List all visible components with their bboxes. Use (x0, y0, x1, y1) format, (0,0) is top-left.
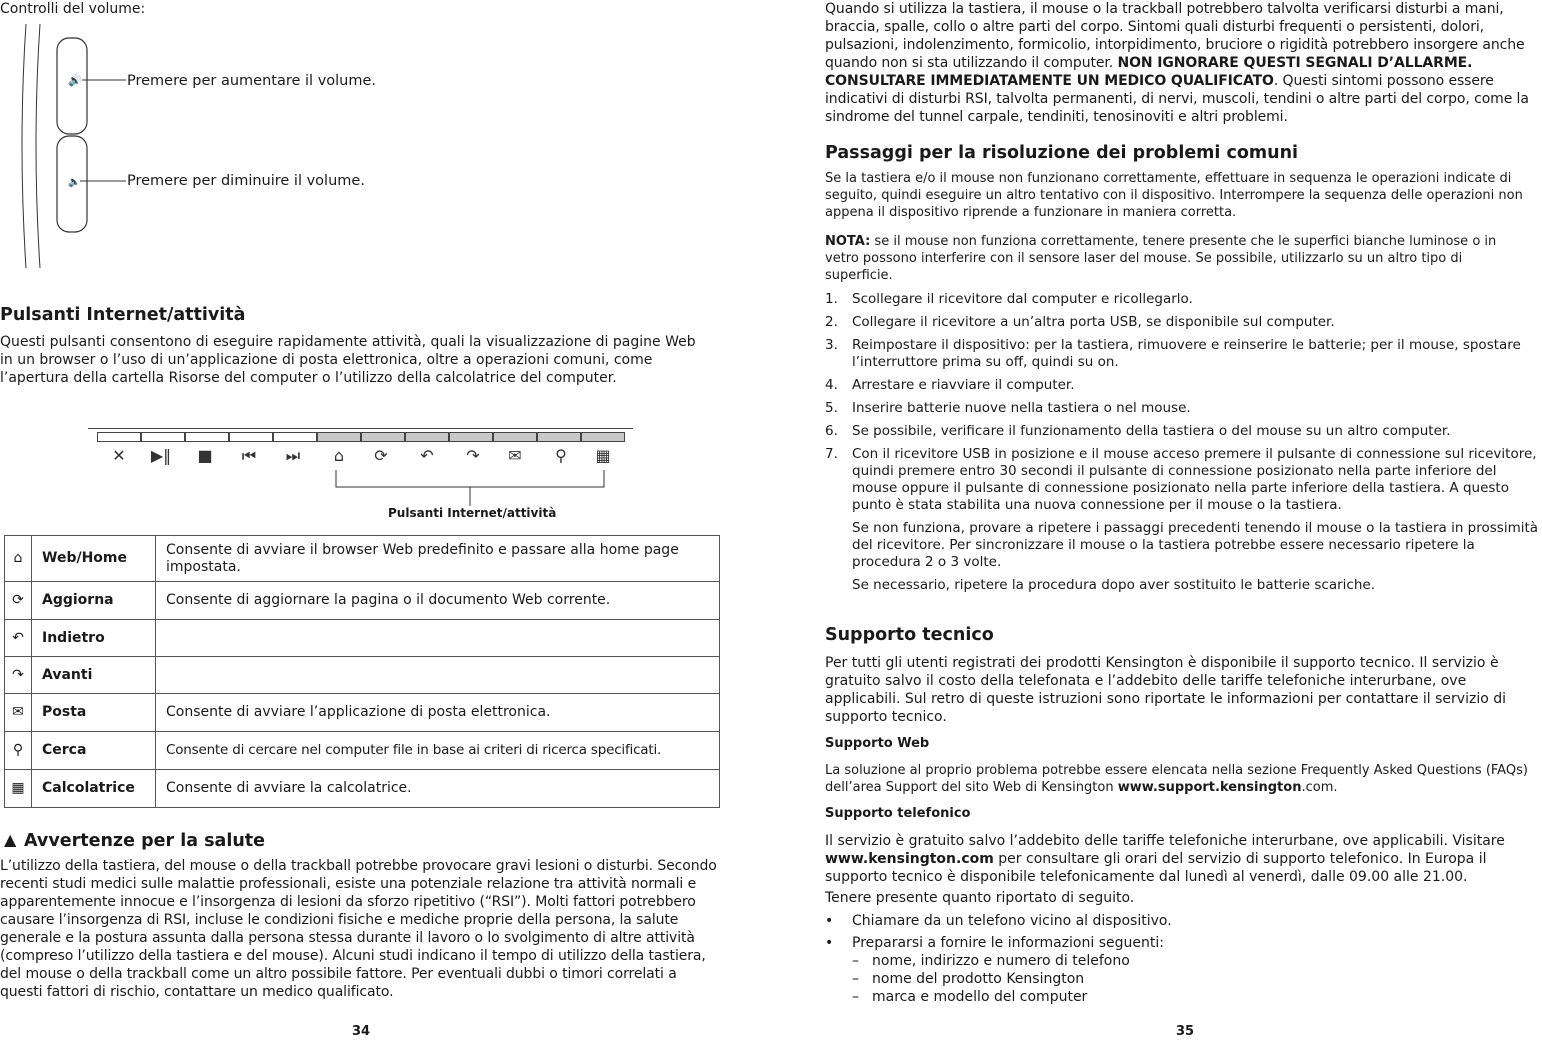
home-icon: ⌂ (5, 536, 32, 582)
rsi-intro-text-2: . Questi sintomi possono essere indicativi di disturbi RSI, talvolta permanenti, di nervi, muscoli, tendini o altre parti del corpo, come la sindrome del tunnel carpale, tendiniti, tenosinoviti e altri problemi. (825, 73, 1529, 125)
step-text: Scollegare il ricevitore dal computer e ricollegarlo. (852, 291, 1193, 307)
note (825, 233, 1505, 284)
bullet-text: Chiamare da un telefono vicino al dispositivo. (852, 913, 1172, 929)
web-support-text-2: .com. (1301, 780, 1338, 795)
phone-support-text-2: per consultare gli orari del servizio di supporto telefonico. In Europa il supporto tecnico è disponibile telefonicamente dal lunedì al venerdì, dalle 09.00 alle 21.00. (825, 851, 1487, 885)
web-support-text: La soluzione al proprio problema potrebbe essere elencata nella sezione Frequently Asked Questions (FAQs) dell’area Support del sito Web di Kensington (825, 763, 1528, 795)
bullet-list (825, 912, 1525, 1010)
step-text: Reimpostare il dispositivo: per la tastiera, rimuovere e reinserire le batterie; per il mouse, spostare l’interruttore prima su off, quindi su on. (852, 337, 1521, 370)
table-name: Indietro (32, 620, 156, 657)
list-item (825, 314, 1541, 331)
note-text: se il mouse non funziona correttamente, tenere presente che le superfici bianche luminose o in vetro possono interferire con il sensore laser del mouse. Se possibile, utilizzarlo su un altro tipo di superficie. (825, 234, 1497, 283)
volume-down-icon (68, 173, 82, 187)
step-number: 2. (825, 314, 838, 330)
phone-support-body (825, 832, 1525, 886)
bullet-text: Prepararsi a fornire le informazioni seguenti: (852, 935, 1164, 951)
mute-icon: ✕ (112, 446, 126, 465)
table-desc (156, 620, 720, 657)
forward-icon: ↷ (466, 446, 480, 465)
steps-list (825, 291, 1541, 600)
list-item (825, 423, 1541, 440)
step-text: Collegare il ricevitore a un’altra porta USB, se disponibile sul computer. (852, 314, 1335, 330)
next-track-icon: ⏭ (285, 446, 301, 465)
trouble-body: Se la tastiera e/o il mouse non funzionano correttamente, effettuare in sequenza le operazioni indicate di seguito, quindi eseguire un altro tentativo con il dispositivo. Interrompere la sequenza delle operazioni non appena il dispositivo riprende a funzionare in maniera corretta. (825, 171, 1523, 220)
refresh-icon: ⟳ (5, 582, 32, 620)
table-desc (156, 657, 720, 694)
support-link[interactable]: www.support.kensington (1117, 780, 1302, 795)
list-item (825, 446, 1541, 514)
refresh-icon: ⟳ (374, 446, 388, 465)
dash-item: – marca e modello del computer (852, 989, 1088, 1005)
support-title: Supporto tecnico (825, 625, 994, 645)
health-body: L’utilizzo della tastiera, del mouse o della trackball potrebbe provocare gravi lesioni o disturbi. Secondo recenti studi medici sulle malattie professionali, esiste una potenziale relazione tra attività normali e apparentemente innocue e l’insorgenza di lesioni da sforzo ripetitivo (“RSI”). Molti fattori potrebbero causare l’insorgenza di RSI, incluse le condizioni fisiche e mediche proprie della persona, la salute generale e la postura assunta dalla persona stessa durante il lavoro o lo svolgimento di altre attività (compreso l’utilizzo della tastiera e del mouse). Alcuni studi indicano il tempo di utilizzo della tastiera, del mouse o della trackball come un altro possibile fattore. Per eventuali dubbi o timori correlati a questi fattori di rischio, contattare un medico qualificato. (0, 858, 717, 1000)
calculator-icon: ▦ (595, 446, 611, 465)
keep-note: Tenere presente quanto riportato di seguito. (825, 890, 1135, 906)
table-row (5, 536, 720, 582)
step-text: Se possibile, verificare il funzionamento della tastiera o del mouse su un altro computer. (852, 423, 1451, 439)
table-name: Cerca (32, 732, 156, 770)
mail-icon: ✉ (5, 694, 32, 732)
step-number: 4. (825, 377, 838, 393)
step-number: 3. (825, 337, 838, 353)
home-icon: ⌂ (333, 446, 345, 465)
table-row (5, 582, 720, 620)
dash-text: nome del prodotto Kensington (872, 971, 1085, 987)
page-number-right: 35 (1176, 1024, 1195, 1039)
volume-up-icon (68, 72, 82, 86)
trouble-title: Passaggi per la risoluzione dei problemi comuni (825, 143, 1299, 163)
table-name: Aggiorna (32, 582, 156, 620)
svg-text:🔈: 🔈 (68, 177, 81, 188)
dash-text: marca e modello del computer (872, 989, 1088, 1005)
table-desc: Consente di aggiornare la pagina o il documento Web corrente. (156, 582, 720, 620)
previous-track-icon: ⏮ (241, 446, 257, 465)
volume-label: Controlli del volume: (0, 1, 146, 17)
table-name: Web/Home (32, 536, 156, 582)
step-text: Arrestare e riavviare il computer. (852, 377, 1075, 393)
dash-item: – nome del prodotto Kensington (852, 971, 1085, 987)
search-icon: ⚲ (555, 446, 567, 465)
table-name: Calcolatrice (32, 770, 156, 808)
rsi-warning: NON IGNORARE QUESTI SEGNALI D’ALLARME. CONSULTARE IMMEDIATAMENTE UN MEDICO QUALIFICATO (825, 55, 1473, 89)
table-row (5, 770, 720, 808)
step-number: 1. (825, 291, 838, 307)
step-text: Con il ricevitore USB in posizione e il mouse acceso premere il pulsante di connessione sul ricevitore, quindi premere entro 30 secondi il pulsante di connessione posizionato nella parte inferiore del mouse oppure il pulsante di connessione posizionato nella parte inferiore della tastiera. A questo punto è stata stabilita una nuova connessione per il mouse o la tastiera. (852, 446, 1537, 513)
diagram-caption: Pulsanti Internet/attività (388, 506, 557, 520)
table-name: Avanti (32, 657, 156, 694)
search-icon: ⚲ (5, 732, 32, 770)
dash-text: nome, indirizzo e numero di telefono (872, 953, 1130, 969)
list-item: • Chiamare da un telefono vicino al dispositivo. (825, 913, 1172, 929)
step7-extra-2: Se necessario, ripetere la procedura dopo aver sostituito le batterie scariche. (852, 577, 1375, 593)
step-text: Inserire batterie nuove nella tastiera o nel mouse. (852, 400, 1191, 416)
table-row (5, 620, 720, 657)
table-desc: Consente di avviare il browser Web predefinito e passare alla home page impostata. (156, 536, 720, 582)
table-desc: Consente di cercare nel computer file in base ai criteri di ricerca specificati. (156, 732, 720, 770)
step-number: 7. (825, 446, 838, 462)
phone-support-text: Il servizio è gratuito salvo l’addebito delle tariffe telefoniche interurbane, ove applicabili. Visitare (825, 833, 1505, 849)
step-number: 5. (825, 400, 838, 416)
list-item (825, 377, 1541, 394)
list-item (825, 337, 1541, 371)
back-icon: ↶ (5, 620, 32, 657)
svg-text:🔊: 🔊 (68, 74, 82, 87)
web-support-body (825, 762, 1541, 796)
warning-icon: ▲ (4, 830, 17, 849)
dash-item: – nome, indirizzo e numero di telefono (852, 953, 1130, 969)
step-number: 6. (825, 423, 838, 439)
phone-support-title: Supporto telefonico (825, 806, 971, 821)
step7-extra: Se non funziona, provare a ripetere i passaggi precedenti tenendo il mouse o la tastiera in prossimità del ricevitore. Per sincronizzare il mouse o la tastiera potrebbe essere necessario ripetere la procedura 2 o 3 volte. (852, 520, 1539, 570)
play-pause-icon: ▶‖ (150, 446, 172, 465)
table-desc: Consente di avviare l’applicazione di posta elettronica. (156, 694, 720, 732)
support-body: Per tutti gli utenti registrati dei prodotti Kensington è disponibile il supporto tecnico. Il servizio è gratuito salvo il costo della telefonata e l’addebito delle tariffe telefoniche interurbane, ove applicabili. Sul retro di queste istruzioni sono riportate le informazioni per contattare il servizio di supporto tecnico. (825, 655, 1506, 725)
stop-icon: ■ (197, 446, 213, 465)
note-label: NOTA: (825, 234, 871, 249)
internet-title: Pulsanti Internet/attività (0, 305, 246, 325)
internet-body: Questi pulsanti consentono di eseguire rapidamente attività, quali la visualizzazione di pagine Web in un browser o l’uso di un’applicazione di posta elettronica, oltre a operazioni comuni, come l’apertura della cartella Risorse del computer o l’utilizzo della calcolatrice del computer. (0, 334, 696, 386)
list-item (825, 400, 1541, 417)
table-row (5, 657, 720, 694)
health-title: Avvertenze per la salute (24, 831, 266, 851)
volume-down-text: Premere per diminuire il volume. (127, 173, 365, 189)
volume-diagram (20, 24, 130, 270)
volume-up-text: Premere per aumentare il volume. (127, 73, 377, 89)
web-support-title: Supporto Web (825, 736, 930, 751)
back-icon: ↶ (420, 446, 434, 465)
calculator-icon: ▦ (5, 770, 32, 808)
list-item: • Prepararsi a fornire le informazioni seguenti: – nome, indirizzo e numero di telefono – nome del prodotto Kensington – marca e modello del computer (825, 934, 1525, 1006)
kensington-link[interactable]: www.kensington.com (825, 851, 994, 867)
table-desc: Consente di avviare la calcolatrice. (156, 770, 720, 808)
rsi-intro (825, 0, 1541, 126)
rsi-intro-text: Quando si utilizza la tastiera, il mouse o la trackball potrebbero talvolta verificarsi disturbi a mani, braccia, spalle, collo o altre parti del corpo. Sintomi quali disturbi frequenti o persistenti, dolori, pulsazioni, indolenzimento, formicolio, intorpidimento, bruciore o rigidità potrebbero insorgere anche quando non si sta utilizzando il computer. (825, 1, 1525, 71)
page-number-left: 34 (352, 1024, 371, 1039)
forward-icon: ↷ (5, 657, 32, 694)
table-name: Posta (32, 694, 156, 732)
mail-icon: ✉ (508, 446, 522, 465)
table-row (5, 732, 720, 770)
function-table (4, 535, 720, 808)
table-row (5, 694, 720, 732)
list-item (825, 291, 1541, 308)
